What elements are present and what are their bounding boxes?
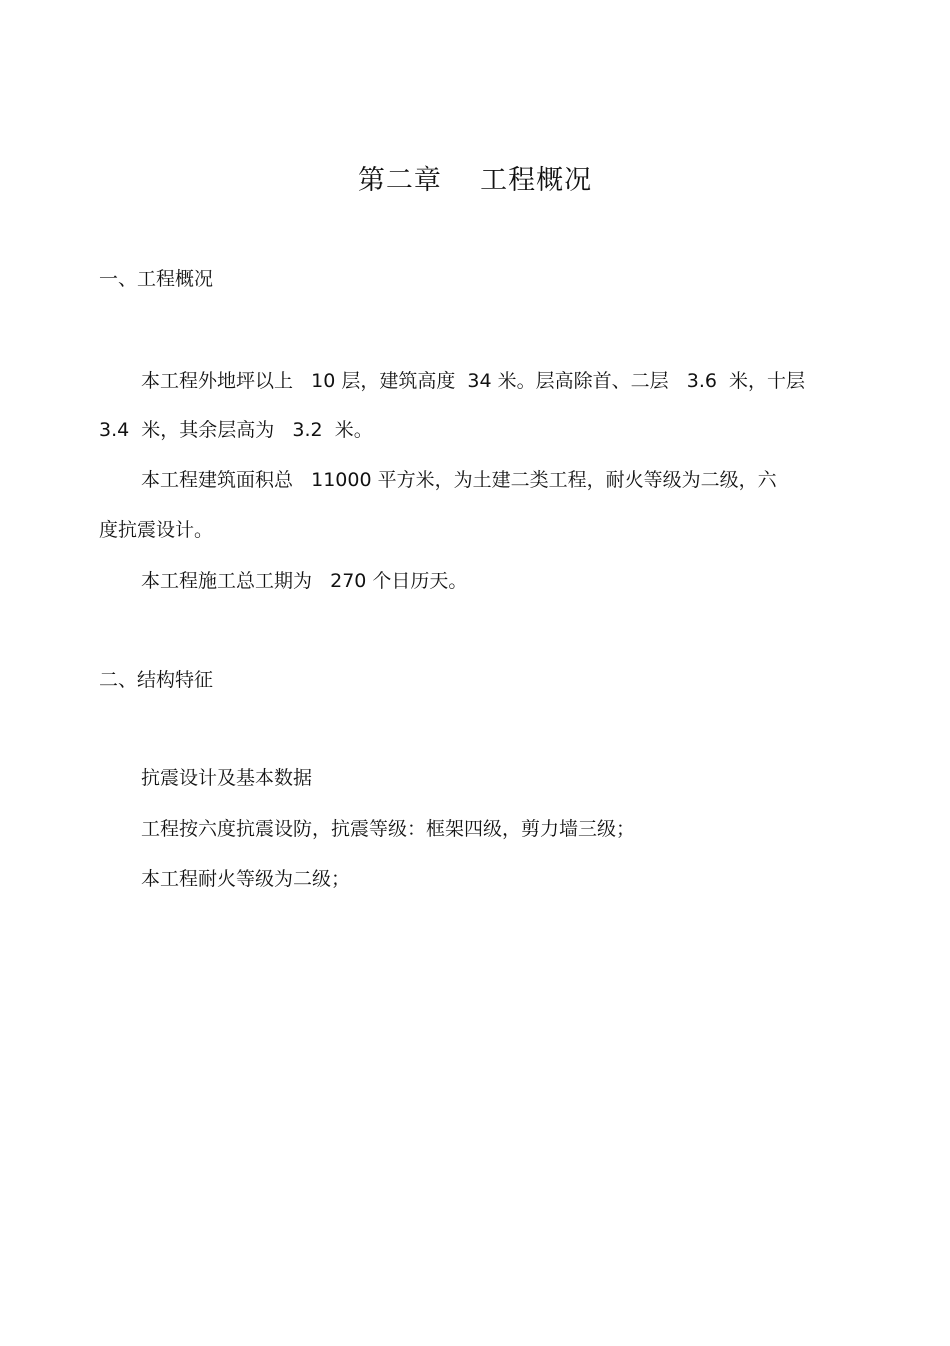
paragraph-line: 本工程耐火等级为二级； — [141, 868, 351, 890]
paragraph-line: 本工程施工总工期为 270 个日历天。 — [141, 570, 468, 592]
paragraph-line: 抗震设计及基本数据 — [141, 767, 313, 789]
paragraph-line: 工程按六度抗震设防，抗震等级：框架四级，剪力墙三级； — [141, 818, 636, 840]
section-heading-overview: 一、工程概况 — [99, 268, 214, 290]
paragraph-line: 本工程外地坪以上 10 层，建筑高度 34 米。层高除首、二层 3.6 米，十层 — [141, 370, 806, 392]
chapter-title: 第二章 工程概况 — [357, 165, 593, 196]
section-heading-structure: 二、结构特征 — [99, 669, 214, 691]
paragraph-line: 3.4 米，其余层高为 3.2 米。 — [99, 419, 373, 441]
paragraph-line: 度抗震设计。 — [99, 519, 214, 541]
paragraph-line: 本工程建筑面积总 11000 平方米，为土建二类工程，耐火等级为二级，六 — [141, 469, 777, 491]
